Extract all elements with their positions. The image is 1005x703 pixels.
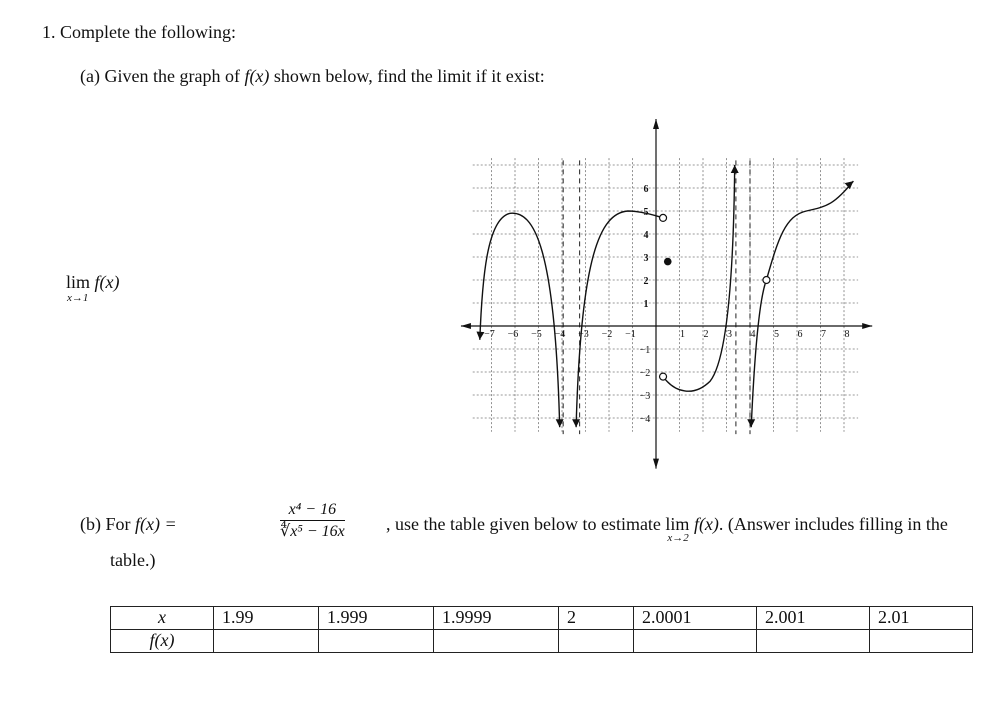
grid — [473, 158, 858, 434]
lim-function: f(x) — [94, 272, 120, 292]
table-cell: 2.001 — [757, 607, 870, 630]
closed-point — [664, 258, 672, 266]
y-tick-label: 2 — [643, 276, 649, 287]
curve-segment — [663, 165, 735, 391]
y-tick-label: −3 — [639, 391, 651, 402]
y-tick-label: 6 — [643, 184, 649, 195]
x-tick-label: 5 — [774, 329, 779, 340]
answer-cell[interactable] — [319, 630, 434, 653]
x-tick-label: 8 — [844, 329, 850, 340]
y-axis-arrow-down — [653, 459, 659, 469]
curve-arrowhead — [476, 331, 485, 340]
function-graph — [460, 108, 890, 478]
x-tick-label: 3 — [727, 329, 732, 340]
part-a-prompt — [80, 66, 545, 87]
answer-cell[interactable] — [870, 630, 973, 653]
curve-arrowhead — [747, 419, 755, 427]
y-tick-label: −4 — [639, 414, 651, 425]
table-cell: 2.01 — [870, 607, 973, 630]
x-tick-label: −4 — [554, 329, 566, 340]
open-point — [660, 214, 667, 221]
lim-b-subscript: x→2 — [667, 532, 689, 544]
answer-cell[interactable] — [634, 630, 757, 653]
x-tick-label: −1 — [625, 329, 636, 340]
fraction — [280, 500, 345, 543]
points — [660, 214, 770, 380]
part-a-prompt-pre: (a) Given the graph of — [80, 66, 245, 86]
x-tick-label: 6 — [797, 329, 803, 340]
table-cell: 2.0001 — [634, 607, 757, 630]
x-tick-label: 4 — [750, 329, 756, 340]
table-cell: 1.9999 — [434, 607, 559, 630]
table-cell: 2 — [559, 607, 634, 630]
curve-arrowhead — [556, 419, 564, 427]
answer-cell[interactable] — [214, 630, 319, 653]
answer-cell[interactable] — [757, 630, 870, 653]
answer-cell[interactable] — [559, 630, 634, 653]
open-point — [660, 373, 667, 380]
x-tick-label: −3 — [578, 329, 589, 340]
x-axis-arrow-left — [461, 323, 471, 329]
y-axis-arrow-up — [653, 119, 659, 129]
table-header-x: x — [111, 607, 214, 630]
limit-expression — [66, 272, 120, 304]
table-row — [111, 607, 973, 630]
x-tick-label: −2 — [601, 329, 613, 340]
y-tick-label: 5 — [643, 207, 649, 218]
lim-word: lim x→1 — [66, 272, 91, 304]
graph-svg — [460, 108, 890, 478]
table-cell: 1.99 — [214, 607, 319, 630]
table-cell: 1.999 — [319, 607, 434, 630]
part-b-prompt — [80, 501, 980, 570]
table-header-fx: f(x) — [111, 630, 214, 653]
curve-arrowhead — [572, 419, 580, 427]
fraction-numerator: x⁴ − 16 — [280, 500, 345, 521]
question-heading: 1. Complete the following: — [42, 22, 236, 42]
fraction-denominator: ∜x⁵ − 16x — [280, 523, 345, 540]
curve-segment — [751, 181, 853, 427]
y-tick-label: −1 — [639, 345, 651, 356]
part-a-fx: f(x) — [244, 66, 270, 86]
x-tick-label: 7 — [821, 329, 826, 340]
curve — [476, 165, 856, 427]
x-axis-arrow-right — [862, 323, 872, 329]
x-tick-label: 2 — [703, 329, 709, 340]
y-tick-label: 4 — [643, 230, 649, 241]
x-tick-label: −6 — [507, 329, 519, 340]
part-b-continuation: table.) — [110, 550, 156, 570]
x-tick-label: −7 — [484, 329, 495, 340]
part-b-post: , use the table given below to estimate lim x→2 f(x). (Answer includes filling in the — [386, 514, 948, 544]
part-a-prompt-post: shown below, find the limit if it exist: — [269, 66, 545, 86]
x-tick-label: 1 — [680, 329, 685, 340]
lim-b: lim x→2 — [665, 514, 690, 544]
table-row — [111, 630, 973, 653]
y-tick-label: −2 — [639, 368, 651, 379]
open-point — [763, 277, 770, 284]
part-b-pre: (b) For f(x) = — [80, 514, 177, 534]
tick-labels — [484, 184, 849, 425]
curve-arrowhead — [731, 165, 739, 173]
axes — [461, 119, 872, 469]
lim-subscript: x→1 — [67, 292, 89, 304]
x-tick-label: −5 — [531, 329, 542, 340]
values-table — [110, 606, 973, 653]
y-tick-label: 3 — [643, 253, 649, 264]
y-tick-label: 1 — [643, 299, 649, 310]
answer-cell[interactable] — [434, 630, 559, 653]
